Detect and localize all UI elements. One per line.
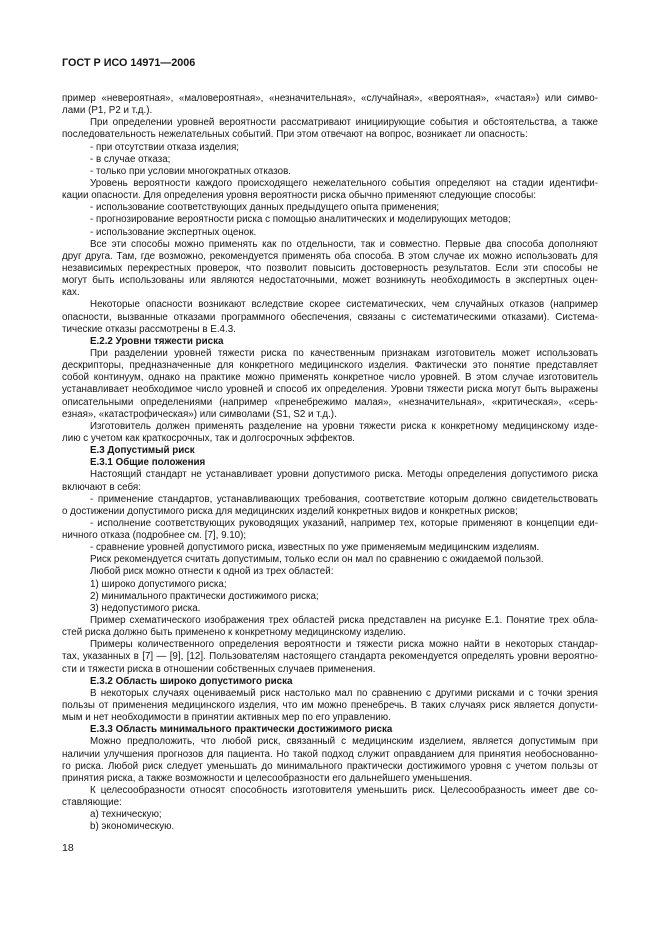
text-line: мым и нет необходимости в принятии активных мер по его управлению. — [62, 712, 391, 724]
list-item: b) экономическую. — [90, 821, 175, 833]
section-heading: Е.3.2 Область широко допустимого риска — [90, 675, 293, 687]
text-line: Можно предположить, что любой риск, связанный с медицинским изделием, является допустимым при — [90, 736, 598, 748]
text-line: тические отказы рассмотрены в Е.4.3. — [62, 323, 236, 335]
list-item: 3) недопустимого риска. — [90, 602, 201, 614]
text-line: устанавливает необходимое число уровней и способ их определения. Уровни тяжести риска могут быть выражены — [62, 384, 598, 396]
text-line: Настоящий стандарт не устанавливает уровни допустимого риска. Методы определения допустимого риска — [90, 469, 598, 481]
list-item: - только при условии многократных отказов. — [90, 165, 292, 177]
text-line: кации опасности. Для определения уровня вероятности риска обычно применяют следующие способы: — [62, 190, 536, 202]
text-line: друг друга. Там, где возможно, рекомендуется применять оба способа. В этом случае их можно использовать для — [62, 250, 598, 262]
text-line: ках. — [62, 287, 80, 299]
text-line: лами (P1, P2 и т.д.). — [62, 105, 153, 117]
text-line: описательными определениями (например «пренебрежимо малая», «незначительная», «критическая», «серь- — [62, 396, 598, 408]
text-line: езная», «катастрофическая») или символами (S1, S2 и т.д.). — [62, 408, 337, 420]
text-line: Примеры количественного определения вероятности и тяжести риска можно найти в некоторых стандар- — [90, 639, 598, 651]
text-line: опасности, вызванные отказами программного обеспечения, связаны с систематическими отказами). Система- — [62, 311, 598, 323]
text-line: Уровень вероятности каждого происходящего нежелательного события определяют на стадии идентифи- — [90, 177, 598, 189]
list-item: ничного отказа (подробнее см. [7], 9.10); — [62, 530, 247, 542]
text-line: Все эти способы можно применять как по отдельности, так и совместно. Первые два способа дополняют — [90, 238, 598, 250]
text-line: лию с учетом как краткосрочных, так и долгосрочных эффектов. — [62, 432, 355, 444]
text-line: могут быть использованы или являются недостаточными, может возникнуть необходимость в экспертных оцен- — [62, 275, 598, 287]
text-line: Пример схематического изображения трех областей риска представлен на рисунке Е.1. Понятие трех обла- — [90, 615, 598, 627]
text-line: Некоторые опасности возникают вследствие скорее систематических, чем случайных отказов (например — [90, 299, 598, 311]
list-item: - использование экспертных оценок. — [90, 226, 257, 238]
text-line: пользы от применения медицинского изделия, что им можно пренебречь. В таких случаях риск является допусти- — [62, 700, 598, 712]
list-item: о достижении допустимого риска для медицинских изделий конкретных видов и конкретных рисков; — [62, 505, 518, 517]
text-line: При определении уровней вероятности рассматривают инициирующие события и обстоятельства, а также — [90, 117, 598, 129]
section-heading: Е.2.2 Уровни тяжести риска — [90, 335, 224, 347]
text-line: Любой риск можно отнести к одной из трех областей: — [90, 566, 334, 578]
section-heading: Е.3.3 Область минимального практически достижимого риска — [90, 724, 393, 736]
text-line: Риск рекомендуется считать допустимым, только если он мал по сравнению с ожидаемой пользой. — [90, 554, 544, 566]
text-line: тах, указанных в [7] — [9], [12]. Пользователям настоящего стандарта рекомендуется определять уровни вероятно- — [62, 651, 598, 663]
list-item: - в случае отказа; — [90, 153, 171, 165]
text-line: пример «невероятная», «маловероятная», «незначительная», «случайная», «вероятная», «частая») или симво- — [62, 93, 598, 104]
list-item: - применение стандартов, устанавливающих требования, соответствие которым должно свидетельствовать — [90, 493, 598, 505]
running-header: ГОСТ Р ИСО 14971—2006 — [62, 57, 196, 69]
text-line: дескрипторы, предназначенные для конкретного медицинского изделия. Фактически это понятие представляет — [62, 360, 598, 372]
section-heading: Е.3.1 Общие положения — [90, 457, 206, 469]
text-line: К целесообразности относят способность изготовителя уменьшить риск. Целесообразность имеет две со- — [90, 785, 598, 797]
list-item: - сравнение уровней допустимого риска, известных по уже применяемым медицинским изделиям. — [90, 542, 540, 554]
section-heading: Е.3 Допустимый риск — [90, 445, 195, 457]
text-line: стей риска должно быть применено к конкретному медицинскому изделию. — [62, 627, 406, 639]
text-line: последовательность нежелательных событий. При этом отвечают на вопрос, возникает ли опасность: — [62, 129, 528, 141]
text-line: собой континуум, однако на практике можно применять конкретное число уровней. В этом случае изготовитель — [62, 372, 598, 384]
text-line: ставляющие: — [62, 797, 122, 809]
text-line: принятия риска, а также возможности и целесообразности его дальнейшего уменьшения. — [62, 772, 473, 784]
text-line: наличии улучшения прогнозов для пациента. Но такой подход служит оправданием для принятия необоснованно- — [62, 748, 598, 760]
list-item: - использование соответствующих данных предыдущего опыта применения; — [90, 202, 440, 214]
text-line: Изготовитель должен применять разделение на уровни тяжести риска к конкретному медицинскому изде- — [90, 420, 598, 432]
text-line: сти и тяжести риска в отношении собственных случаев применения. — [62, 663, 376, 675]
list-item: - исполнение соответствующих руководящих указаний, например тех, которые применяют в концепции еди- — [90, 517, 598, 529]
text-line: В некоторых случаях оцениваемый риск настолько мал по сравнению с другими рисками и с точки зрения — [90, 687, 598, 699]
body-text — [62, 93, 598, 834]
list-item: 1) широко допустимого риска; — [90, 578, 227, 590]
list-item: - прогнозирование вероятности риска с помощью аналитических и моделирующих методов; — [90, 214, 511, 226]
list-item: - при отсутствии отказа изделия; — [90, 141, 240, 153]
text-line: включают в себя: — [62, 481, 141, 493]
page-number: 18 — [62, 842, 74, 854]
list-item: a) техническую; — [90, 809, 162, 821]
text-line: При разделении уровней тяжести риска по качественным признакам изготовитель может использовать — [90, 347, 598, 359]
list-item: 2) минимального практически достижимого риска; — [90, 590, 319, 602]
text-line: го риска. Любой риск следует уменьшать до минимального практически достижимого уровня с учетом пользы от — [62, 760, 598, 772]
text-line: независимых перекрестных проверок, что позволит повысить достоверность результатов. Если эти способы не — [62, 262, 598, 274]
